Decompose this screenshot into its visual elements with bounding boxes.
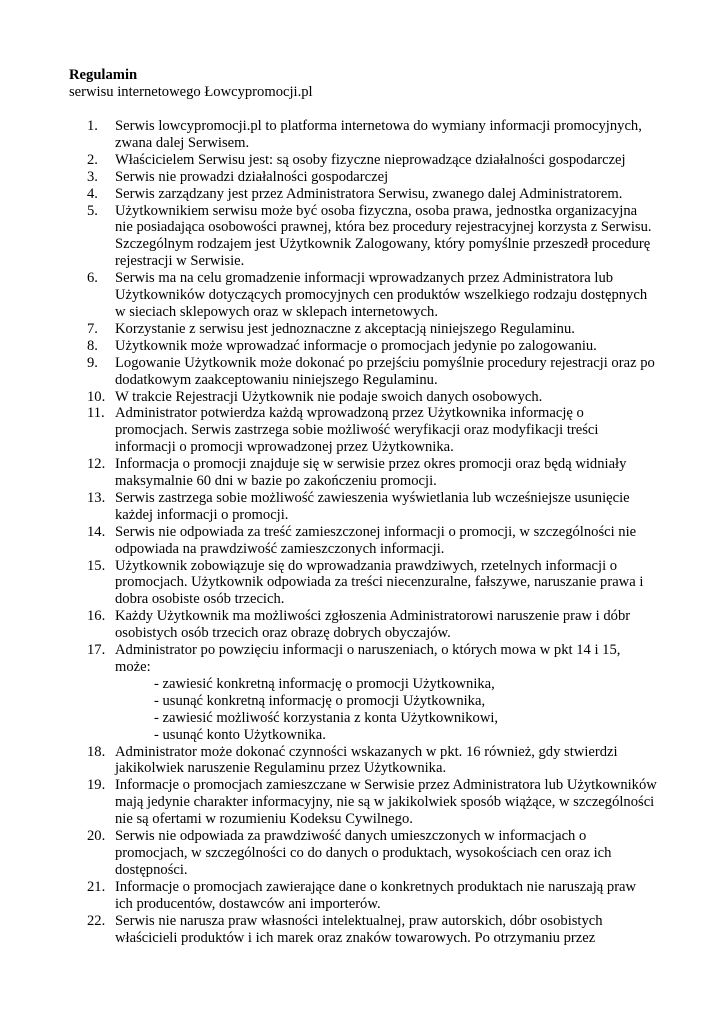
item-number: 11. [87,405,105,422]
item-number: 4. [87,185,98,202]
list-item [0,169,665,186]
list-item [0,608,665,642]
item-text-line: Serwis zarządzany jest przez Administratora Serwisu, zwanego dalej Administratorem. [115,185,623,202]
item-text-line: zwana dalej Serwisem. [115,134,250,151]
item-text-line: Serwis nie odpowiada za treść zamieszczonej informacji o promocji, w szczególności nie [115,523,637,540]
item-text-line: Administrator potwierdza każdą wprowadzoną przez Użytkownika informację o [115,405,584,422]
list-item [0,879,665,913]
list-item [0,524,665,558]
item-number: 17. [87,642,106,659]
item-text-line: Serwis ma na celu gromadzenie informacji wprowadzanych przez Administratora lub [115,270,614,287]
item-number: 15. [87,557,106,574]
item-text-line: każdej informacji o promocji. [115,506,289,523]
item-text-line: Użytkownikiem serwisu może być osoba fizyczna, osoba prawa, jednostka organizacyjna [115,202,638,219]
regulation-list [0,118,724,946]
item-text-line: dodatkowym zaakceptowaniu niniejszego Regulaminu. [115,371,438,388]
item-subpoint: - zawiesić konkretną informację o promocji Użytkownika, [154,675,495,692]
list-item [0,490,665,524]
item-text-line: ich producentów, dostawców ani importerów. [115,895,381,912]
item-text-line: Informacja o promocji znajduje się w serwisie przez okres promocji oraz będą widniały [115,456,627,473]
item-number: 22. [87,912,106,929]
item-text-line: Administrator może dokonać czynności wskazanych w pkt. 16 również, gdy stwierdzi [115,743,618,760]
item-text-line: odpowiada na prawdziwość zamieszczonych informacji. [115,540,445,557]
item-number: 16. [87,608,106,625]
item-text-line: w sieciach sklepowych oraz w sklepach internetowych. [115,303,438,320]
item-text-line: maksymalnie 60 dni w bazie po zakończeniu promocji. [115,473,437,490]
list-item [0,321,665,338]
item-number: 10. [87,388,106,405]
list-item [0,828,665,879]
item-number: 20. [87,828,106,845]
list-item [0,558,665,609]
item-text-line: Administrator po powzięciu informacji o naruszeniach, o których mowa w pkt 14 i 15, [115,642,621,659]
item-subpoint: - zawiesić możliwość korzystania z konta Użytkownikowi, [154,709,499,726]
list-item [0,338,665,355]
item-number: 14. [87,523,106,540]
item-number: 12. [87,456,106,473]
item-text-line: informacji o promocji wprowadzonej przez Użytkownika. [115,439,454,456]
item-text-line: Informacje o promocjach zamieszczane w Serwisie przez Administratora lub Użytkowników [115,777,657,794]
list-item [0,186,665,203]
item-text-line: nie posiadająca osobowości prawnej, która bez procedury rejestracyjnej korzysta z Serwisu. [115,219,652,236]
item-text-line: właścicieli produktów i ich marek oraz znaków towarowych. Po otrzymaniu przez [115,929,596,946]
item-number: 7. [87,320,98,337]
item-text-line: Użytkownik może wprowadzać informacje o promocjach jedynie po zalogowaniu. [115,337,597,354]
item-number: 2. [87,151,98,168]
list-item [0,405,665,456]
item-number: 5. [87,202,98,219]
list-item [0,744,665,778]
list-item [0,152,665,169]
item-text-line: Każdy Użytkownik ma możliwości zgłoszenia Administratorowi naruszenie praw i dóbr [115,608,631,625]
item-number: 1. [87,118,98,134]
list-item [0,913,665,947]
item-text-line: Serwis nie odpowiada za prawdziwość danych umieszczonych w informacjach o [115,828,587,845]
item-text-line: rejestracji w Serwisie. [115,253,245,270]
item-text-line: Użytkownik zobowiązuje się do wprowadzania prawdziwych, rzetelnych informacji o [115,557,618,574]
item-text-line: Serwis nie prowadzi działalności gospodarczej [115,168,389,185]
item-subpoint: - usunąć konto Użytkownika. [154,726,326,743]
item-text-line: Informacje o promocjach zawierające dane o konkretnych produktach nie naruszają praw [115,878,637,895]
list-item [0,777,665,828]
item-text-line: promocjach. Użytkownik odpowiada za treści niecenzuralne, fałszywe, naruszanie prawa i [115,574,644,591]
item-text-line: Szczególnym rodzajem jest Użytkownik Zalogowany, który pomyślnie przeszedł procedurę [115,236,651,253]
item-number: 21. [87,878,106,895]
item-text-line: Użytkowników dotyczących promocyjnych cen produktów wszelkiego rodzaju dostępnych [115,287,648,304]
list-item [0,456,665,490]
item-text-line: nie są ofertami w rozumieniu Kodeksu Cywilnego. [115,811,413,828]
item-text-line: promocjach, w szczególności co do danych o produktach, wysokościach cen oraz ich [115,844,612,861]
item-text-line: Serwis zastrzega sobie możliwość zawieszenia wyświetlania lub wcześniejsze usunięcie [115,489,630,506]
item-subpoint: - usunąć konkretną informację o promocji Użytkownika, [154,692,486,709]
item-number: 3. [87,168,98,185]
item-number: 18. [87,743,106,760]
item-text-line: W trakcie Rejestracji Użytkownik nie podaje swoich danych osobowych. [115,388,543,405]
item-text-line: może: [115,659,151,675]
item-number: 6. [87,270,98,287]
item-text-line: Właścicielem Serwisu jest: są osoby fizyczne nieprowadzące działalności gospodarczej [115,151,626,168]
list-item [0,203,665,271]
item-text-line: dobra osobiste osób trzecich. [115,591,285,608]
item-text-line: promocjach. Serwis zastrzega sobie możliwość weryfikacji oraz modyfikacji treści [115,422,599,439]
list-item [0,270,665,321]
item-text-line: Logowanie Użytkownik może dokonać po przejściu pomyślnie procedury rejestracji oraz po [115,354,655,371]
item-text-line: dostępności. [115,861,188,878]
list-item [0,355,665,389]
document-title: Regulamin [69,67,138,83]
list-item [0,642,665,743]
list-item [0,118,665,152]
item-text-line: Serwis nie narusza praw własności intelektualnej, praw autorskich, dóbr osobistych [115,912,603,929]
item-text-line: mają jedynie charakter informacyjny, nie są w jakikolwiek sposób wiążące, w szczególności [115,794,655,811]
item-number: 9. [87,354,98,371]
document-subtitle: serwisu internetowego Łowcypromocji.pl [69,84,313,100]
item-text-line: Korzystanie z serwisu jest jednoznaczne z akceptacją niniejszego Regulaminu. [115,320,575,337]
item-text-line: jakikolwiek naruszenie Regulaminu przez Użytkownika. [115,760,447,777]
item-number: 13. [87,489,106,506]
item-number: 19. [87,777,106,794]
item-text-line: osobistych osób trzecich oraz obrazę dobrych obyczajów. [115,625,451,642]
list-item [0,389,665,406]
item-text-line: Serwis lowcypromocji.pl to platforma internetowa do wymiany informacji promocyjnych, [115,118,642,134]
item-number: 8. [87,337,98,354]
